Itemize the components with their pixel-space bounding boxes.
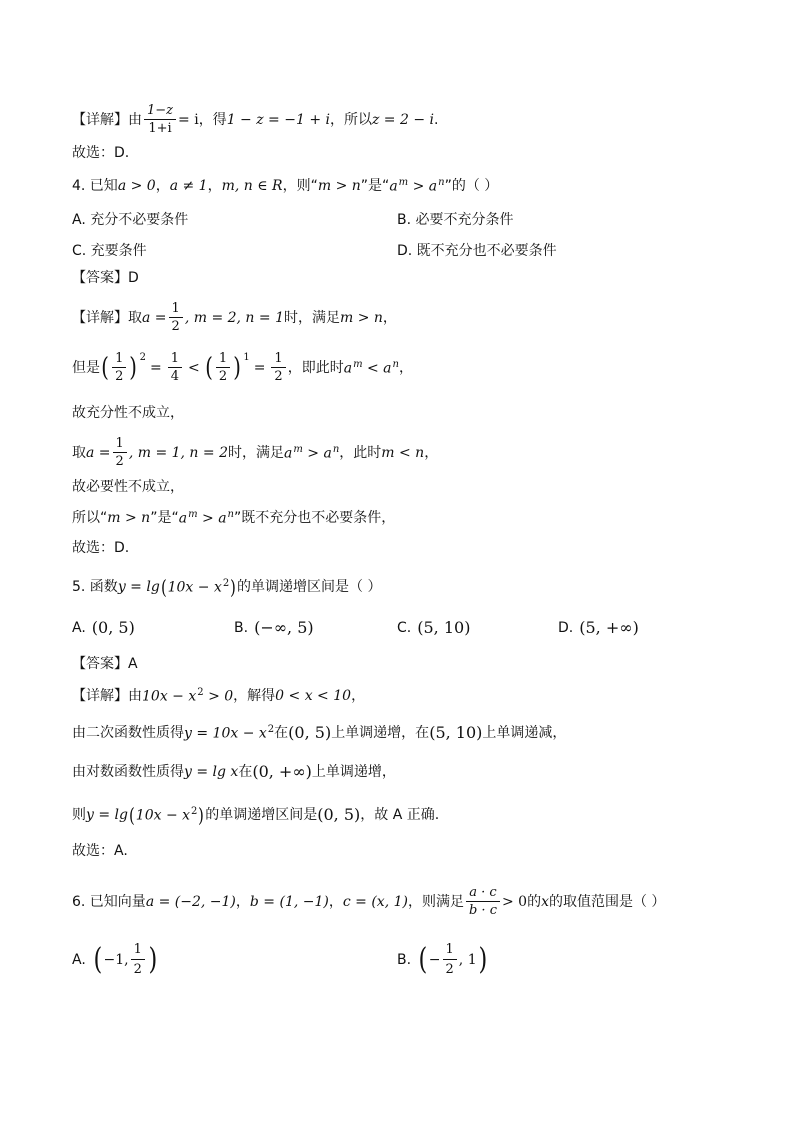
paren: ( bbox=[204, 352, 213, 383]
math: , m = 2, n = 1 bbox=[184, 309, 284, 326]
fraction-numerator: 1−z bbox=[144, 104, 176, 120]
q5-option-d[interactable]: D. (5, +∞) bbox=[558, 618, 639, 637]
paren: ( bbox=[160, 575, 167, 599]
text: 时，满足 bbox=[227, 444, 284, 461]
math: $a^m < a^n$ bbox=[343, 358, 399, 377]
text: 由 bbox=[128, 111, 142, 128]
text: ，此时 bbox=[339, 444, 382, 461]
text: ，故 A 正确. bbox=[360, 807, 440, 823]
paren: ( bbox=[101, 352, 109, 383]
interval: (5, 10) bbox=[429, 723, 483, 742]
text: ，解得 bbox=[233, 687, 276, 704]
q6-option-a[interactable]: A. ( −1, $\frac{1}{2}$ ) bbox=[72, 941, 158, 977]
paren: ) bbox=[129, 352, 138, 383]
question-number: 5. 函数 bbox=[72, 579, 118, 595]
math: m > n bbox=[339, 309, 383, 326]
q4-answer-line: 故选：D. bbox=[72, 540, 130, 556]
text: ， bbox=[424, 444, 439, 461]
math: 1 − z = −1 + i bbox=[226, 111, 330, 128]
q6-stem: 6. 已知向量 a = (−2, −1) ， b = (1, −1) ， c = (x, 1) ，则满足 $\frac{a \cdot c}{b \cdot c}$ > 0 的 x 的取值范围是（ ） bbox=[72, 885, 666, 918]
text: 取 bbox=[128, 309, 142, 326]
text: 的取值范围是（ ） bbox=[548, 893, 666, 910]
q5-stem bbox=[72, 577, 734, 597]
fraction bbox=[169, 302, 183, 333]
text: 在 bbox=[274, 725, 289, 741]
text: 的 bbox=[527, 893, 542, 910]
text: 上单调递增， bbox=[311, 764, 396, 780]
text: ”的（ ） bbox=[444, 177, 499, 194]
text: 的单调递增区间是（ ） bbox=[237, 579, 382, 595]
q5-option-a[interactable]: A. (0, 5) bbox=[72, 618, 135, 637]
answer-value: D bbox=[128, 270, 139, 286]
q4-stem: 4. 已知 a > 0 ， a ≠ 1 ， m, n ∈ R ，则“ m > n ”是“ $a^m > a^n$ ”的（ ） bbox=[72, 177, 499, 195]
q5-detail-3 bbox=[72, 764, 734, 780]
detail-tag: 【详解】 bbox=[72, 309, 128, 326]
q5-detail-4 bbox=[72, 805, 734, 825]
fraction bbox=[144, 104, 176, 135]
fraction-numerator: a · c bbox=[466, 886, 499, 902]
text: 取 bbox=[72, 444, 86, 461]
q5-detail-2 bbox=[72, 725, 734, 741]
text: 则 bbox=[72, 807, 86, 823]
q4-detail-2: 但是 ( $\frac{1}{2}$ ) 2 = $\frac{1}{4}$ < ( $\frac{1}{2}$ ) 1 = $\frac{1}{2}$ ，即此时 $a^m < a^n$ ， bbox=[72, 351, 413, 384]
interval: (0, +∞) bbox=[252, 762, 312, 781]
fraction: $\frac{1}{2}$ bbox=[216, 352, 230, 383]
paren: ) bbox=[230, 575, 237, 599]
q4-detail-1 bbox=[72, 302, 734, 333]
math: $a^m > a^n$ bbox=[178, 509, 234, 527]
text: ， bbox=[382, 309, 397, 326]
paren: ) bbox=[198, 803, 205, 827]
fraction-denominator: 2 bbox=[171, 319, 180, 334]
vector-a: a = (−2, −1) bbox=[145, 893, 236, 910]
text: ，即此时 bbox=[287, 359, 344, 376]
q4-detail-6 bbox=[72, 510, 734, 526]
vector-b: b = (1, −1) bbox=[249, 893, 329, 910]
math: , m = 1, n = 2 bbox=[128, 444, 228, 461]
math: = bbox=[149, 359, 162, 376]
vector-c: c = (x, 1) bbox=[342, 893, 408, 910]
q4-detail-3: 故充分性不成立， bbox=[72, 405, 184, 421]
text: 上单调递增，在 bbox=[331, 725, 430, 741]
math: $10x - x^2$ bbox=[135, 806, 198, 824]
q6-option-b[interactable]: B. ( − $\frac{1}{2}$ , 1 ) bbox=[397, 941, 487, 977]
q5-answer-line: 故选：A. bbox=[72, 843, 128, 859]
text: . bbox=[434, 111, 439, 128]
q4-answer bbox=[72, 271, 734, 285]
math: $a^m > a^n$ bbox=[389, 177, 445, 195]
text: ，则满足 bbox=[407, 893, 464, 910]
detail-tag: 【详解】 bbox=[72, 111, 128, 128]
text: ， bbox=[351, 687, 366, 704]
q4-option-c[interactable]: C. 充要条件 bbox=[72, 243, 147, 259]
math: y = lg bbox=[117, 579, 160, 595]
text: 由二次函数性质得 bbox=[72, 725, 184, 741]
math: a = bbox=[142, 309, 167, 326]
q4-option-a[interactable]: A. 充分不必要条件 bbox=[72, 212, 189, 228]
text: ”是“ bbox=[150, 509, 179, 526]
text: 在 bbox=[238, 764, 253, 780]
text: ，所以 bbox=[329, 111, 372, 128]
paren: ( bbox=[128, 803, 135, 827]
text: 但是 bbox=[72, 359, 100, 376]
interval: (0, 5) bbox=[288, 723, 332, 742]
math: $y = 10x - x^2$ bbox=[184, 724, 275, 742]
math: > 0 bbox=[501, 893, 528, 910]
q5-answer bbox=[72, 657, 734, 671]
text: 由对数函数性质得 bbox=[72, 764, 184, 780]
text: ，得 bbox=[198, 111, 227, 128]
q5-detail-1 bbox=[72, 688, 734, 704]
math: x bbox=[541, 893, 549, 910]
q5-option-b[interactable]: B. (−∞, 5) bbox=[234, 618, 314, 637]
fraction: $\frac{1}{2}$ bbox=[112, 352, 126, 383]
detail-tag: 【详解】 bbox=[72, 687, 128, 704]
math: z = 2 − i bbox=[371, 111, 435, 128]
q4-detail-5: 故必要性不成立， bbox=[72, 479, 184, 495]
fraction: $\frac{1}{2}$ bbox=[113, 437, 127, 468]
text: ，则“ bbox=[282, 177, 318, 194]
math: m < n bbox=[381, 444, 425, 461]
math: $10x - x^2 > 0$ bbox=[142, 687, 234, 705]
math: m, n ∈ R bbox=[221, 177, 283, 194]
math: a ≠ 1 bbox=[169, 177, 208, 194]
question-number: 6. 已知向量 bbox=[72, 893, 146, 910]
math: y = lg bbox=[86, 807, 128, 823]
q3-detail-line bbox=[72, 104, 734, 135]
text: 的单调递增区间是 bbox=[205, 807, 318, 823]
math: < bbox=[187, 359, 200, 376]
fraction-denominator: b · c bbox=[468, 903, 497, 918]
interval: (0, 5) bbox=[317, 805, 361, 824]
math: a > 0 bbox=[117, 177, 156, 194]
q3-answer-line: 故选：D. bbox=[72, 145, 130, 161]
text: ， bbox=[398, 359, 413, 376]
text: 所以“ bbox=[72, 509, 108, 526]
fraction: $\frac{1}{4}$ bbox=[168, 352, 182, 383]
math: = bbox=[253, 359, 266, 376]
q4-option-b[interactable]: B. 必要不充分条件 bbox=[397, 212, 514, 228]
question-number: 4. 已知 bbox=[72, 177, 118, 194]
math: y = lg x bbox=[184, 764, 239, 780]
math: m > n bbox=[107, 509, 151, 526]
q4-detail-4 bbox=[72, 437, 734, 468]
answer-tag: 【答案】 bbox=[72, 656, 128, 672]
fraction: $\frac{1}{2}$ bbox=[271, 352, 285, 383]
math: a = bbox=[86, 444, 111, 461]
math: = i bbox=[178, 111, 199, 128]
text: 上单调递减， bbox=[482, 725, 567, 741]
fraction-denominator: 1+i bbox=[148, 121, 172, 136]
q4-option-d[interactable]: D. 既不充分也不必要条件 bbox=[397, 243, 557, 259]
math: 0 < x < 10 bbox=[275, 687, 352, 704]
math: $10x - x^2$ bbox=[167, 578, 230, 596]
answer-value: A bbox=[128, 656, 138, 672]
text: 由 bbox=[128, 687, 142, 704]
math: m > n bbox=[317, 177, 361, 194]
math: $a^m > a^n$ bbox=[283, 443, 340, 462]
paren: ) bbox=[233, 352, 242, 383]
q5-option-c[interactable]: C. (5, 10) bbox=[397, 618, 471, 637]
text: ”既不充分也不必要条件， bbox=[234, 509, 396, 526]
text: ”是“ bbox=[360, 177, 390, 194]
answer-tag: 【答案】 bbox=[72, 270, 128, 286]
text: 时，满足 bbox=[283, 309, 340, 326]
fraction bbox=[466, 886, 500, 917]
fraction-numerator: 1 bbox=[169, 302, 183, 318]
